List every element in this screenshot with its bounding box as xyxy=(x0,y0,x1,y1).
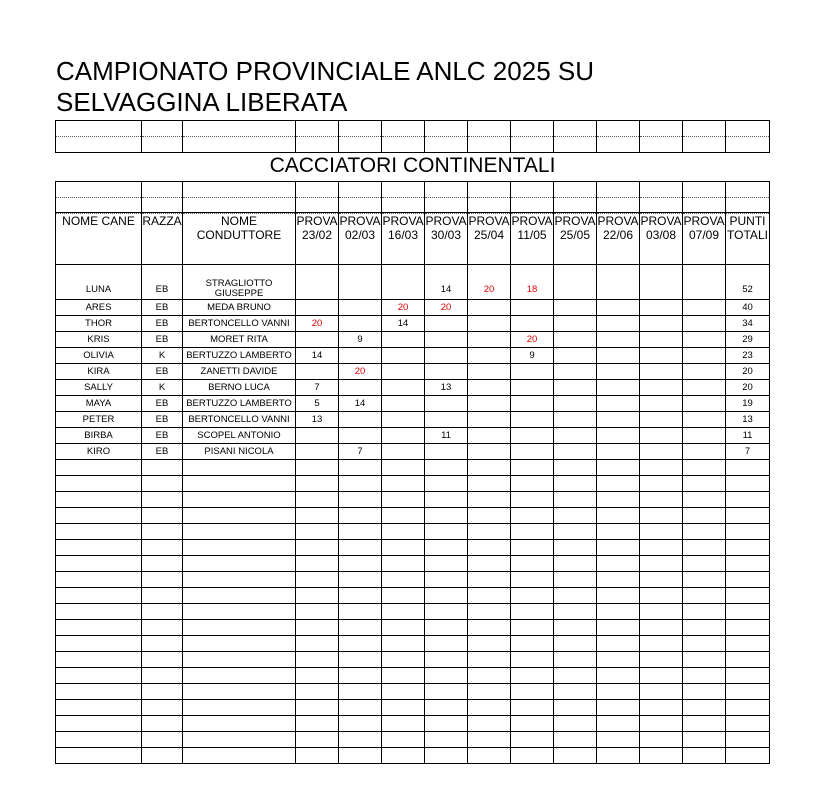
empty-row xyxy=(56,700,770,716)
cell-razza: EB xyxy=(142,316,183,332)
cell-punti-totali: 7 xyxy=(726,444,770,460)
cell-prova-3 xyxy=(382,364,425,380)
table-row xyxy=(56,364,770,380)
table-row xyxy=(56,428,770,444)
cell-punti-totali: 11 xyxy=(726,428,770,444)
cell-conduttore: SCOPEL ANTONIO xyxy=(183,428,296,444)
cell-conduttore: STRAGLIOTTO GIUSEPPE xyxy=(183,279,296,300)
cell-prova-4 xyxy=(425,332,468,348)
cell-nome-cane: SALLY xyxy=(56,380,142,396)
cell-prova-10 xyxy=(683,300,726,316)
cell-prova-8 xyxy=(597,316,640,332)
cell-nome-cane: MAYA xyxy=(56,396,142,412)
cell-prova-1 xyxy=(296,332,339,348)
cell-prova-2 xyxy=(339,380,382,396)
cell-prova-8 xyxy=(597,348,640,364)
header-prova-6: PROVA 11/05 xyxy=(511,213,554,265)
header-blank-grid xyxy=(55,120,770,153)
table-row xyxy=(56,444,770,460)
cell-prova-1 xyxy=(296,279,339,300)
cell-nome-cane: KIRA xyxy=(56,364,142,380)
empty-row xyxy=(56,716,770,732)
header-prova-7: PROVA 25/05 xyxy=(554,213,597,265)
cell-prova-7 xyxy=(554,364,597,380)
header-nome-cane: NOME CANE xyxy=(56,213,142,265)
header-prova-3: PROVA 16/03 xyxy=(382,213,425,265)
cell-prova-1: 5 xyxy=(296,396,339,412)
cell-prova-9 xyxy=(640,300,683,316)
empty-row xyxy=(56,540,770,556)
cell-razza: EB xyxy=(142,300,183,316)
cell-prova-5: 20 xyxy=(468,279,511,300)
cell-prova-9 xyxy=(640,348,683,364)
cell-prova-8 xyxy=(597,396,640,412)
cell-prova-8 xyxy=(597,444,640,460)
cell-nome-cane: OLIVIA xyxy=(56,348,142,364)
cell-prova-6 xyxy=(511,396,554,412)
cell-conduttore: ZANETTI DAVIDE xyxy=(183,364,296,380)
cell-punti-totali: 23 xyxy=(726,348,770,364)
cell-razza: K xyxy=(142,348,183,364)
cell-prova-2 xyxy=(339,300,382,316)
empty-row xyxy=(56,492,770,508)
cell-prova-10 xyxy=(683,364,726,380)
cell-prova-9 xyxy=(640,428,683,444)
cell-razza: EB xyxy=(142,332,183,348)
cell-prova-6: 18 xyxy=(511,279,554,300)
cell-prova-4 xyxy=(425,444,468,460)
cell-conduttore: BERTUZZO LAMBERTO xyxy=(183,396,296,412)
cell-prova-1 xyxy=(296,428,339,444)
cell-prova-2: 20 xyxy=(339,364,382,380)
spacer-row xyxy=(56,265,770,280)
cell-punti-totali: 29 xyxy=(726,332,770,348)
cell-prova-10 xyxy=(683,396,726,412)
cell-prova-4: 14 xyxy=(425,279,468,300)
cell-nome-cane: BIRBA xyxy=(56,428,142,444)
cell-prova-10 xyxy=(683,412,726,428)
cell-prova-3: 20 xyxy=(382,300,425,316)
cell-razza: EB xyxy=(142,364,183,380)
cell-prova-8 xyxy=(597,300,640,316)
cell-conduttore: BERNO LUCA xyxy=(183,380,296,396)
cell-nome-cane: THOR xyxy=(56,316,142,332)
cell-prova-9 xyxy=(640,332,683,348)
cell-punti-totali: 52 xyxy=(726,279,770,300)
cell-nome-cane: LUNA xyxy=(56,279,142,300)
empty-row xyxy=(56,572,770,588)
cell-prova-10 xyxy=(683,428,726,444)
cell-prova-6: 9 xyxy=(511,348,554,364)
cell-prova-1 xyxy=(296,300,339,316)
cell-prova-6 xyxy=(511,364,554,380)
empty-row xyxy=(56,524,770,540)
cell-prova-3: 14 xyxy=(382,316,425,332)
cell-punti-totali: 19 xyxy=(726,396,770,412)
cell-prova-1 xyxy=(296,444,339,460)
cell-prova-4 xyxy=(425,348,468,364)
cell-prova-3 xyxy=(382,396,425,412)
header-prova-2: PROVA 02/03 xyxy=(339,213,382,265)
cell-prova-3 xyxy=(382,380,425,396)
cell-prova-10 xyxy=(683,332,726,348)
title-line-2: SELVAGGINA LIBERATA xyxy=(56,87,348,117)
cell-prova-9 xyxy=(640,279,683,300)
cell-prova-8 xyxy=(597,332,640,348)
cell-prova-7 xyxy=(554,300,597,316)
header-prova-1: PROVA 23/02 xyxy=(296,213,339,265)
cell-prova-1: 14 xyxy=(296,348,339,364)
cell-conduttore: BERTUZZO LAMBERTO xyxy=(183,348,296,364)
cell-prova-3 xyxy=(382,412,425,428)
empty-row xyxy=(56,508,770,524)
title-line-1: CAMPIONATO PROVINCIALE ANLC 2025 SU xyxy=(56,56,594,86)
subheader-blank-grid xyxy=(55,181,770,214)
cell-prova-5 xyxy=(468,396,511,412)
cell-prova-7 xyxy=(554,332,597,348)
table-row xyxy=(56,380,770,396)
cell-razza: K xyxy=(142,380,183,396)
cell-prova-1 xyxy=(296,364,339,380)
cell-prova-6: 20 xyxy=(511,332,554,348)
cell-prova-8 xyxy=(597,428,640,444)
header-prova-8: PROVA 22/06 xyxy=(597,213,640,265)
cell-prova-4 xyxy=(425,412,468,428)
cell-prova-10 xyxy=(683,279,726,300)
header-prova-9: PROVA 03/08 xyxy=(640,213,683,265)
table-row xyxy=(56,396,770,412)
cell-prova-9 xyxy=(640,364,683,380)
cell-prova-9 xyxy=(640,316,683,332)
cell-punti-totali: 13 xyxy=(726,412,770,428)
header-prova-5: PROVA 25/04 xyxy=(468,213,511,265)
cell-prova-4: 13 xyxy=(425,380,468,396)
cell-prova-4 xyxy=(425,396,468,412)
empty-row xyxy=(56,668,770,684)
empty-row xyxy=(56,652,770,668)
cell-nome-cane: ARES xyxy=(56,300,142,316)
empty-row xyxy=(56,604,770,620)
cell-razza: EB xyxy=(142,396,183,412)
cell-prova-7 xyxy=(554,348,597,364)
cell-prova-7 xyxy=(554,428,597,444)
cell-punti-totali: 34 xyxy=(726,316,770,332)
header-prova-10: PROVA 07/09 xyxy=(683,213,726,265)
cell-prova-9 xyxy=(640,412,683,428)
header-prova-4: PROVA 30/03 xyxy=(425,213,468,265)
cell-prova-6 xyxy=(511,316,554,332)
cell-prova-9 xyxy=(640,380,683,396)
cell-punti-totali: 20 xyxy=(726,364,770,380)
header-punti-totali: PUNTI TOTALI xyxy=(726,213,770,265)
cell-prova-8 xyxy=(597,279,640,300)
cell-prova-5 xyxy=(468,412,511,428)
cell-prova-2 xyxy=(339,316,382,332)
cell-prova-1: 20 xyxy=(296,316,339,332)
cell-prova-5 xyxy=(468,428,511,444)
ranking-table xyxy=(55,212,770,764)
cell-razza: EB xyxy=(142,444,183,460)
cell-prova-5 xyxy=(468,380,511,396)
cell-prova-8 xyxy=(597,412,640,428)
cell-prova-8 xyxy=(597,380,640,396)
header-row xyxy=(56,213,770,265)
cell-prova-4 xyxy=(425,364,468,380)
cell-prova-7 xyxy=(554,412,597,428)
table-row xyxy=(56,279,770,300)
cell-conduttore: MEDA BRUNO xyxy=(183,300,296,316)
cell-prova-5 xyxy=(468,364,511,380)
cell-prova-5 xyxy=(468,316,511,332)
cell-prova-7 xyxy=(554,396,597,412)
cell-nome-cane: PETER xyxy=(56,412,142,428)
cell-prova-1: 13 xyxy=(296,412,339,428)
cell-prova-5 xyxy=(468,348,511,364)
table-row xyxy=(56,412,770,428)
cell-prova-2 xyxy=(339,428,382,444)
cell-prova-3 xyxy=(382,348,425,364)
empty-row xyxy=(56,556,770,572)
cell-prova-2: 9 xyxy=(339,332,382,348)
cell-conduttore: BERTONCELLO VANNI xyxy=(183,412,296,428)
cell-prova-10 xyxy=(683,348,726,364)
cell-prova-9 xyxy=(640,396,683,412)
cell-conduttore: PISANI NICOLA xyxy=(183,444,296,460)
header-razza: RAZZA xyxy=(142,213,183,265)
cell-prova-6 xyxy=(511,444,554,460)
empty-row xyxy=(56,588,770,604)
cell-prova-4 xyxy=(425,316,468,332)
cell-prova-7 xyxy=(554,316,597,332)
empty-row xyxy=(56,636,770,652)
cell-punti-totali: 20 xyxy=(726,380,770,396)
cell-prova-10 xyxy=(683,380,726,396)
table-body xyxy=(56,265,770,764)
cell-punti-totali: 40 xyxy=(726,300,770,316)
cell-prova-7 xyxy=(554,279,597,300)
cell-conduttore: MORET RITA xyxy=(183,332,296,348)
cell-razza: EB xyxy=(142,412,183,428)
cell-prova-4: 11 xyxy=(425,428,468,444)
cell-prova-10 xyxy=(683,444,726,460)
category-title: CACCIATORI CONTINENTALI xyxy=(269,154,556,177)
empty-row xyxy=(56,460,770,476)
table-row xyxy=(56,348,770,364)
table-row xyxy=(56,300,770,316)
cell-prova-6 xyxy=(511,412,554,428)
cell-prova-3 xyxy=(382,428,425,444)
cell-prova-7 xyxy=(554,444,597,460)
empty-row xyxy=(56,684,770,700)
cell-prova-3 xyxy=(382,332,425,348)
cell-prova-7 xyxy=(554,380,597,396)
cell-prova-8 xyxy=(597,364,640,380)
cell-prova-6 xyxy=(511,428,554,444)
cell-nome-cane: KIRO xyxy=(56,444,142,460)
cell-prova-3 xyxy=(382,444,425,460)
cell-prova-2: 14 xyxy=(339,396,382,412)
header-conduttore: NOME CONDUTTORE xyxy=(183,213,296,265)
empty-row xyxy=(56,476,770,492)
empty-row xyxy=(56,732,770,748)
cell-prova-5 xyxy=(468,300,511,316)
cell-prova-2: 7 xyxy=(339,444,382,460)
cell-prova-2 xyxy=(339,348,382,364)
cell-razza: EB xyxy=(142,428,183,444)
cell-prova-2 xyxy=(339,412,382,428)
empty-row xyxy=(56,748,770,764)
cell-prova-6 xyxy=(511,380,554,396)
cell-prova-5 xyxy=(468,332,511,348)
page-title xyxy=(56,56,756,118)
empty-row xyxy=(56,620,770,636)
cell-prova-5 xyxy=(468,444,511,460)
cell-prova-6 xyxy=(511,300,554,316)
cell-prova-4: 20 xyxy=(425,300,468,316)
table-row xyxy=(56,316,770,332)
cell-razza: EB xyxy=(142,279,183,300)
cell-prova-9 xyxy=(640,444,683,460)
cell-prova-3 xyxy=(382,279,425,300)
table-row xyxy=(56,332,770,348)
cell-conduttore: BERTONCELLO VANNI xyxy=(183,316,296,332)
cell-prova-10 xyxy=(683,316,726,332)
cell-prova-1: 7 xyxy=(296,380,339,396)
cell-nome-cane: KRIS xyxy=(56,332,142,348)
cell-prova-2 xyxy=(339,279,382,300)
